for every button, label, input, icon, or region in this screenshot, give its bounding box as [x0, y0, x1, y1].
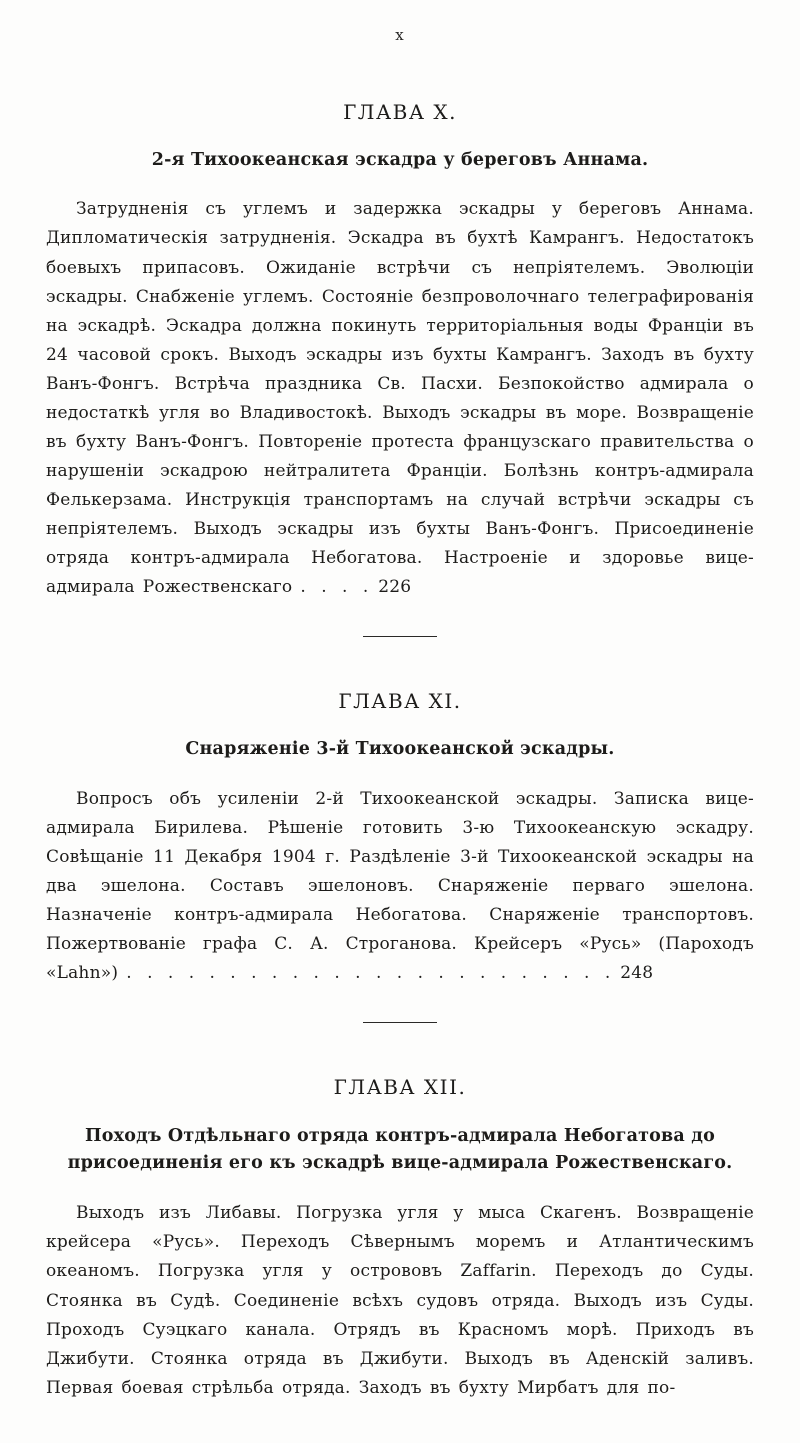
chapter-summary	[46, 195, 754, 602]
chapter-summary	[46, 1199, 754, 1402]
dot-leader: . . . . . . . . . . . . . . . . . . . . . . . .	[126, 963, 613, 983]
chapter-title: Походъ Отдѣльнаго отряда контръ-адмирала Небогатова до присоединенія его къ эскадрѣ вице-адмирала Рожественскаго.	[67, 1126, 733, 1174]
chapter-heading: ГЛАВА XII.	[333, 1075, 467, 1100]
summary-text: Выходъ изъ Либавы. Погрузка угля у мыса Скагенъ. Возвращеніе крейсера «Русь». Переходъ Сѣвернымъ моремъ и Атлантическимъ океаномъ. Погрузка угля у острововъ Zaffarin. Переходъ до Суды. Стоянка въ Судѣ. Соединеніе всѣхъ судовъ отряда. Выходъ изъ Суды. Проходъ Суэцкаго канала. Отрядъ въ Красномъ морѣ. Приходъ въ Джибути. Стоянка отряда въ Джибути. Выходъ въ Аденскій заливъ. Первая боевая стрѣльба отряда. Заходъ въ бухту Мирбатъ для по-	[46, 1203, 754, 1398]
section-divider	[363, 1022, 437, 1023]
chapter-title: Снаряженіе 3-й Тихоокеанской эскадры.	[185, 739, 615, 760]
chapter-summary	[46, 785, 754, 988]
chapter-heading: ГЛАВА X.	[343, 100, 457, 124]
chapter-heading: ГЛАВА XI.	[338, 689, 462, 714]
summary-text: Вопросъ объ усиленіи 2-й Тихоокеанской эскадры. Записка вице-адмирала Бирилева. Рѣшеніе готовить 3-ю Тихоокеанскую эскадру. Совѣщаніе 11 Декабря 1904 г. Раздѣленіе 3-й Тихоокеанской эскадры на два эшелона. Составъ эшелоновъ. Снаряженіе перваго эшелона. Назначеніе контръ-адмирала Небогатова. Снаряженіе транспортовъ. Пожертвованіе графа С. А. Строганова. Крейсеръ «Русь» (Пароходъ «Lahn»)	[46, 788, 754, 983]
chapter-section-x	[46, 100, 754, 602]
chapter-section-xii	[46, 1075, 754, 1403]
chapter-title: 2-я Тихоокеанская эскадра у береговъ Аннама.	[151, 150, 649, 170]
summary-text: Затрудненія съ углемъ и задержка эскадры у береговъ Аннама. Дипломатическія затрудненія. Эскадра въ бухтѣ Камрангъ. Недостатокъ боевыхъ припасовъ. Ожиданіе встрѣчи съ непріятелемъ. Эволюціи эскадры. Снабженіе углемъ. Состояніе безпроволочнаго телеграфированія на эскадрѣ. Эскадра должна покинуть территоріальныя воды Франціи въ 24 часовой срокъ. Выходъ эскадры изъ бухты Камрангъ. Заходъ въ бухту Ванъ-Фонгъ. Встрѣча праздника Св. Пасхи. Безпокойство адмирала о недостаткѣ угля во Владивостокѣ. Выходъ эскадры въ море. Возвращеніе въ бухту Ванъ-Фонгъ. Повтореніе протеста французскаго правительства о нарушеніи эскадрою нейтралитета Франціи. Болѣзнь контръ-адмирала Фелькерзама. Инструкція транспортамъ на случай встрѣчи эскадры съ непріятелемъ. Выходъ эскадры изъ бухты Ванъ-Фонгъ. Присоединеніе отряда контръ-адмирала Небогатова. Настроеніе и здоровье вице-адмирала Рожественскаго	[46, 199, 754, 598]
section-divider	[363, 636, 437, 637]
dot-leader: . . . .	[300, 577, 371, 598]
chapter-section-xi	[46, 689, 754, 988]
page-ref: 248	[620, 963, 654, 983]
page-number: x	[395, 26, 405, 44]
page-ref: 226	[378, 577, 412, 598]
